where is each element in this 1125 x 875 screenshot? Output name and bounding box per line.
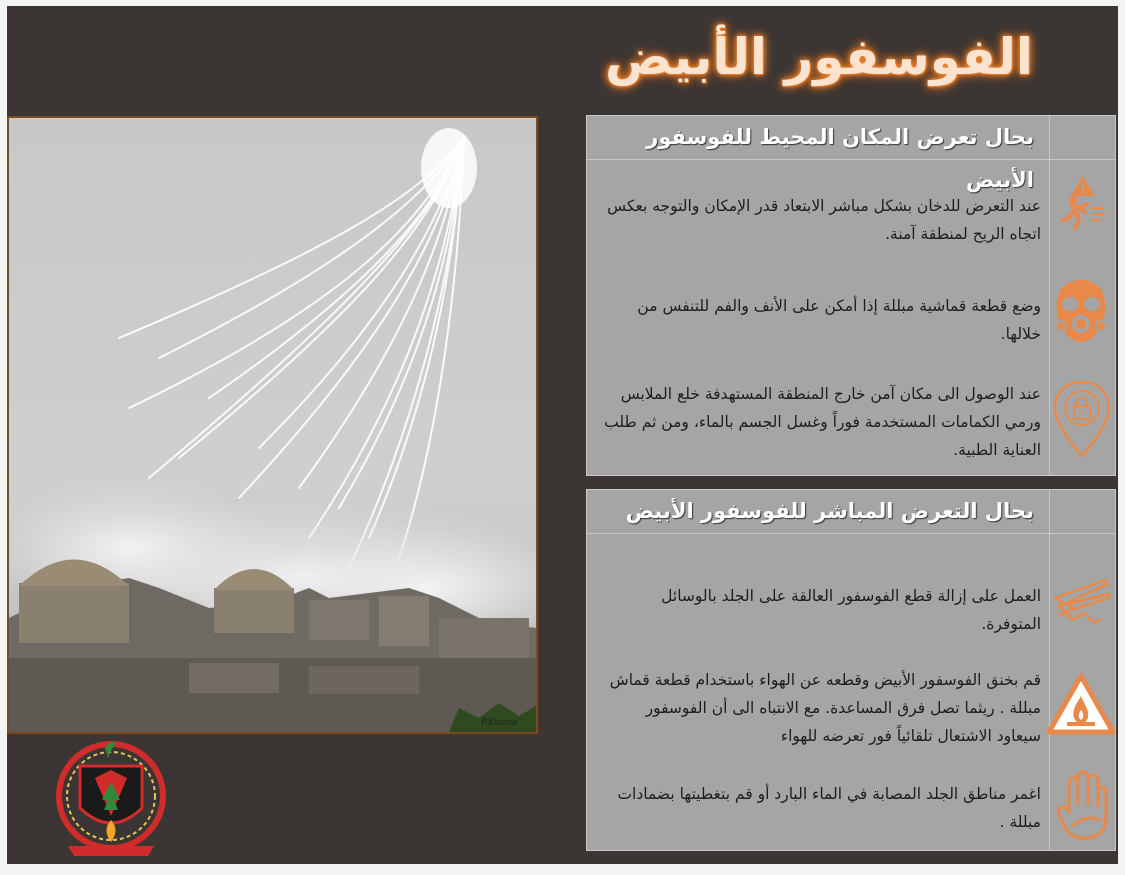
heading-icon-cell	[1049, 116, 1115, 159]
instruction-item: قم بخنق الفوسفور الأبيض وقطعه عن الهواء باستخدام قطعة قماش مبللة . ريثما تصل فرق المساعدة. مع الانتباه الى أن الفوسفور سيعاود الاشتعال تلقائياً فور تعرضه للهواء	[609, 671, 1041, 745]
direct-exposure-panel	[586, 489, 1116, 851]
instruction-item: وضع قطعة قماشية مبللة إذا أمكن على الأنف والفم للتنفس من خلالها.	[637, 297, 1041, 343]
gas-mask-icon	[1049, 276, 1113, 350]
page-title: الفوسفور الأبيض	[604, 28, 1033, 86]
white-phosphorus-photo	[7, 116, 538, 734]
divider	[587, 533, 1115, 534]
instruction-item: عند الوصول الى مكان آمن خارج المنطقة المستهدفة خلع الملابس ورمي الكمامات المستخدمة فوراً وغسل الجسم بالماء، ومن ثم طلب العناية الطبية.	[604, 385, 1041, 459]
safe-location-pin-icon	[1051, 378, 1113, 464]
instruction-item: العمل على إزالة قطع الفوسفور العالقة على الجلد بالوسائل المتوفرة.	[661, 587, 1041, 633]
flammable-warning-icon	[1045, 672, 1117, 742]
running-person-warning-icon	[1057, 174, 1107, 234]
photo-credit: P.Kuzaw	[480, 718, 518, 728]
section2-heading: بحال التعرض المباشر للفوسفور الأبيض	[625, 499, 1034, 523]
ambient-exposure-panel	[586, 115, 1116, 476]
burned-hand-icon	[1055, 770, 1109, 846]
instruction-item: اغمر مناطق الجلد المصابة في الماء البارد أو قم بتغطيتها بضمادات مبللة .	[617, 785, 1041, 831]
heading-icon-cell	[1049, 490, 1115, 533]
civil-defense-emblem	[50, 738, 172, 863]
section1-heading: بحال تعرض المكان المحيط للفوسفور الأبيض	[646, 125, 1034, 192]
divider	[587, 159, 1115, 160]
tweezers-icon	[1051, 576, 1113, 634]
instruction-item: عند التعرض للدخان بشكل مباشر الابتعاد قدر الإمكان والتوجه بعكس اتجاه الريح لمنطقة آمنة.	[607, 197, 1041, 243]
